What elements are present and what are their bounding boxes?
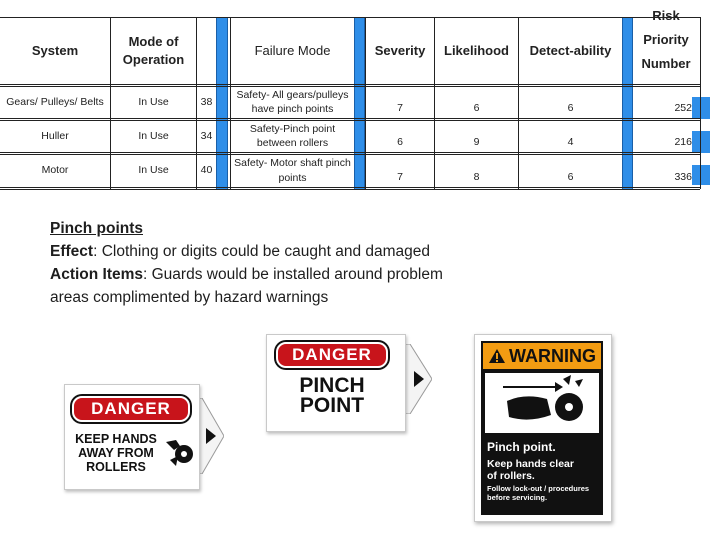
cell-system: Huller (41, 129, 69, 142)
header-rpn: Risk Priority Number (641, 8, 691, 71)
cell-rpn: 252 (674, 101, 692, 114)
sign1-text: KEEP HANDS AWAY FROM ROLLERS (75, 432, 157, 474)
warning-text: Pinch point. Keep hands clear of rollers. Follow lock-out / procedures before servicing. (487, 440, 590, 502)
cell-severity: 7 (397, 170, 403, 183)
hand-roller-icon (164, 432, 196, 472)
cell-likelihood: 9 (473, 135, 480, 148)
arrow-tab-icon (402, 344, 432, 414)
cell-likelihood: 8 (473, 170, 480, 183)
cell-failure-mode: Safety- Motor shaft pinch points (234, 157, 351, 184)
cell-severity: 6 (397, 135, 403, 148)
cell-number: 34 (200, 129, 213, 142)
column-divider-bar (354, 17, 365, 189)
cell-number: 40 (200, 164, 213, 177)
cell-mode: In Use (138, 164, 169, 177)
column-divider-bar (216, 17, 228, 189)
warning-banner (483, 343, 601, 369)
cell-severity: 7 (397, 101, 403, 114)
effect-line (50, 240, 520, 263)
cell-detectability: 4 (567, 135, 574, 148)
action-text: : Guards would be installed around problem (143, 266, 443, 283)
cell-rpn: 216 (674, 135, 692, 148)
header-severity: Severity (374, 43, 426, 59)
header-detectability: Detect-ability (529, 43, 612, 59)
sign2-text: PINCH POINT (299, 374, 365, 417)
fmea-table (0, 0, 710, 196)
pinch-points-notes (50, 217, 520, 309)
action-label: Action Items (50, 266, 144, 283)
warning-pinch-point-sign (474, 334, 612, 522)
action-line (50, 263, 520, 286)
header-system: System (31, 43, 79, 59)
cell-number: 38 (200, 95, 213, 108)
header-mode: Mode of Operation (122, 34, 185, 67)
cell-mode: In Use (138, 129, 169, 142)
cell-detectability: 6 (567, 101, 574, 114)
danger-header: DANGER (276, 342, 388, 368)
cell-likelihood: 6 (473, 101, 480, 114)
effect-label: Effect (50, 243, 94, 260)
cell-mode: In Use (138, 95, 169, 108)
hand-roller-icon (485, 373, 599, 433)
cell-system: Motor (41, 164, 69, 177)
notes-title: Pinch points (50, 220, 143, 237)
cell-rpn: 336 (674, 170, 692, 183)
danger-keep-hands-sign (64, 384, 220, 488)
danger-pinch-point-sign (266, 334, 432, 430)
cell-system: Gears/ Pulleys/ Belts (6, 95, 104, 108)
danger-header: DANGER (72, 396, 190, 422)
warning-header: WARNING (509, 345, 596, 366)
header-failure-mode: Failure Mode (254, 43, 331, 59)
action-line-2: areas complimented by hazard warnings (50, 289, 329, 306)
cell-failure-mode: Safety-Pinch point between rollers (249, 122, 336, 149)
cell-failure-mode: Safety- All gears/pulleys have pinch points (236, 88, 349, 115)
warning-triangle-icon (488, 348, 506, 364)
warning-pictogram (485, 373, 599, 433)
header-likelihood: Likelihood (444, 43, 509, 59)
cell-detectability: 6 (567, 170, 574, 183)
effect-text: : Clothing or digits could be caught and damaged (93, 243, 430, 260)
